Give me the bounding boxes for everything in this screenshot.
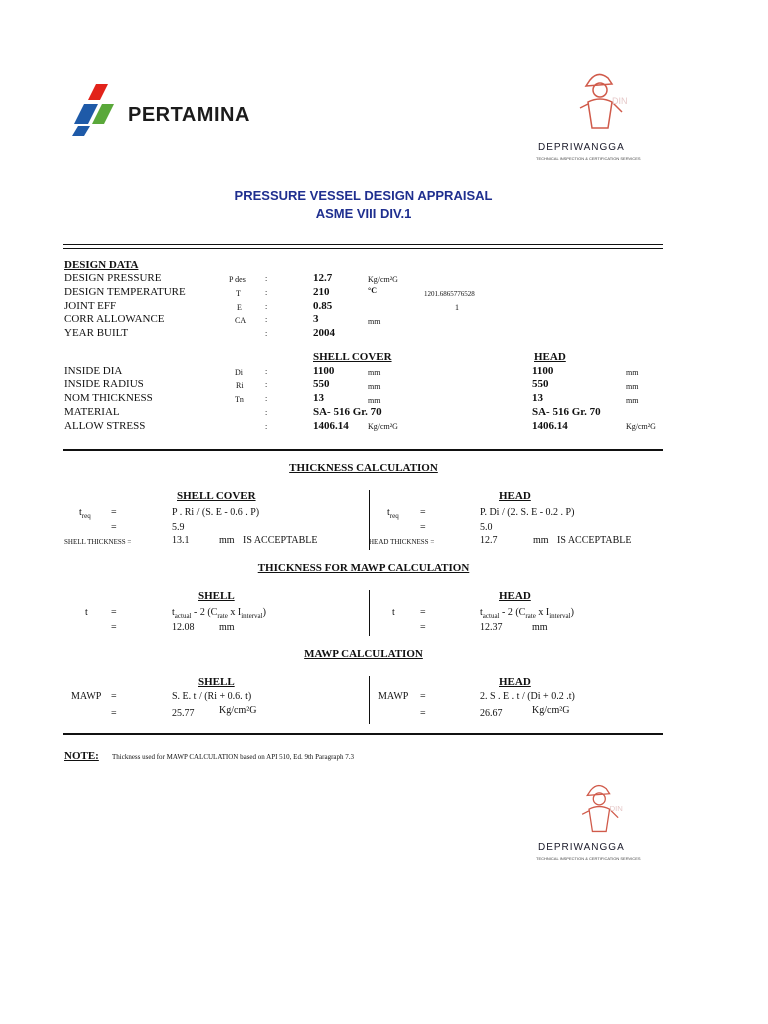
- shell-thickness-label: SHELL THICKNESS =: [64, 538, 132, 546]
- inside-radius-label: INSIDE RADIUS: [64, 378, 144, 390]
- colon: :: [265, 315, 268, 324]
- allow-stress-head: 1406.14: [532, 420, 568, 432]
- shell-t: t: [85, 607, 88, 618]
- mawp-thickness-title: THICKNESS FOR MAWP CALCULATION: [257, 562, 470, 574]
- shell-mawp-result: 25.77: [172, 708, 195, 719]
- allow-stress-shell: 1406.14: [313, 420, 349, 432]
- head-mawp-formula: 2. S . E . t / (Di + 0.2 .t): [480, 691, 575, 702]
- head-t: t: [392, 607, 395, 618]
- svg-text:DIN: DIN: [612, 96, 628, 106]
- shell-t-eq: =: [111, 607, 117, 618]
- corr-allowance-label: CORR ALLOWANCE: [64, 313, 165, 325]
- shell-thickness-unit: mm: [219, 535, 235, 546]
- shell-mawp-label: MAWP: [71, 691, 102, 702]
- inspector-figure-icon: [560, 780, 630, 840]
- head-treq-result: 5.0: [480, 522, 493, 533]
- shell-mawp-eq-2: =: [111, 708, 117, 719]
- corr-allowance-value: 3: [313, 313, 319, 325]
- inside-dia-head-unit: mm: [626, 368, 639, 377]
- inside-radius-shell-unit: mm: [368, 382, 381, 391]
- colon: :: [265, 274, 268, 283]
- pertamina-logo: [70, 84, 250, 138]
- head-t-formula: $t_{actual} - 2$ ($C_{rate}$ x $I_{interval}$): [480, 607, 574, 620]
- head-formula: P. Di / (2. S. E - 0.2 . P): [480, 507, 575, 518]
- shell-cover-header: SHELL COVER: [313, 351, 392, 363]
- year-built-label: YEAR BUILT: [64, 327, 129, 339]
- inside-dia-shell: 1100: [313, 365, 335, 377]
- head-thickness-unit: mm: [533, 535, 549, 546]
- divider: [63, 244, 663, 245]
- note-text: Thickness used for MAWP CALCULATION based on API 510, Ed. 9th Paragraph 7.3: [112, 753, 355, 761]
- inside-dia-label: INSIDE DIA: [64, 365, 123, 377]
- head-t-eq-2: =: [420, 622, 426, 633]
- inside-radius-head: 550: [532, 378, 549, 390]
- colon: :: [265, 329, 268, 338]
- head-treq: $t_{req}$: [387, 507, 399, 520]
- shell-t-result: 12.08: [172, 622, 195, 633]
- design-temperature-extra: 1201.6865776528: [424, 290, 475, 298]
- pertamina-wordmark: PERTAMINA: [128, 104, 250, 126]
- shell-t-eq-2: =: [111, 622, 117, 633]
- nom-thickness-shell: 13: [313, 392, 324, 404]
- design-temperature-unit: °C: [368, 286, 377, 295]
- shell-thickness-status: IS ACCEPTABLE: [243, 535, 318, 546]
- shell-mawp-unit: Kg/cm²G: [219, 705, 257, 716]
- mawp-title: MAWP CALCULATION: [304, 648, 423, 660]
- depriwangga-wordmark: DEPRIWANGGA: [538, 842, 625, 853]
- design-data-header: DESIGN DATA: [64, 259, 139, 271]
- head-mawp-label: MAWP: [378, 691, 409, 702]
- depriwangga-logo-top: [532, 68, 662, 168]
- colon: :: [265, 380, 268, 389]
- thickness-head-header: HEAD: [499, 490, 531, 502]
- pertamina-logo-icon: [70, 84, 126, 138]
- shell-eq: =: [111, 507, 117, 518]
- page-title: PRESSURE VESSEL DESIGN APPRAISAL: [234, 188, 493, 203]
- head-t-result: 12.37: [480, 622, 503, 633]
- shell-t-unit: mm: [219, 622, 235, 633]
- shell-mawp-eq: =: [111, 691, 117, 702]
- head-eq-2: =: [420, 522, 426, 533]
- design-temperature-value: 210: [313, 286, 330, 298]
- design-temperature-symbol: T: [236, 289, 241, 298]
- joint-eff-value: 0.85: [313, 300, 333, 312]
- colon: :: [265, 394, 268, 403]
- design-temperature-label: DESIGN TEMPERATURE: [64, 286, 186, 298]
- inside-radius-head-unit: mm: [626, 382, 639, 391]
- design-pressure-label: DESIGN PRESSURE: [64, 272, 162, 284]
- inside-dia-shell-unit: mm: [368, 368, 381, 377]
- svg-text:DIN: DIN: [609, 803, 623, 813]
- material-label: MATERIAL: [64, 406, 120, 418]
- head-header: HEAD: [534, 351, 566, 363]
- head-t-unit: mm: [532, 622, 548, 633]
- depriwangga-logo-bottom: [532, 780, 662, 864]
- page-subtitle: ASME VIII DIV.1: [315, 206, 412, 221]
- design-pressure-symbol: P des: [229, 275, 246, 284]
- design-pressure-value: 12.7: [313, 272, 333, 284]
- joint-eff-label: JOINT EFF: [64, 300, 117, 312]
- inside-dia-head: 1100: [532, 365, 554, 377]
- colon: :: [265, 408, 268, 417]
- depriwangga-wordmark: DEPRIWANGGA: [538, 142, 625, 153]
- shell-mawp-formula: S. E. t / (Ri + 0.6. t): [172, 691, 252, 702]
- thickness-title: THICKNESS CALCULATION: [289, 462, 438, 474]
- note-label: NOTE:: [64, 750, 99, 762]
- column-divider: [369, 676, 370, 724]
- shell-treq-result: 5.9: [172, 522, 185, 533]
- colon: :: [265, 367, 268, 376]
- design-pressure-unit: Kg/cm²G: [368, 275, 398, 284]
- inside-radius-symbol: Ri: [236, 381, 244, 390]
- nom-thickness-label: NOM THICKNESS: [64, 392, 153, 404]
- depriwangga-subtitle: TECHNICAL INSPECTION & CERTIFICATION SERVICES: [536, 156, 641, 161]
- material-shell: SA- 516 Gr. 70: [313, 406, 382, 418]
- divider: [63, 733, 663, 735]
- head-eq: =: [420, 507, 426, 518]
- head-mawp-result: 26.67: [480, 708, 503, 719]
- corr-allowance-unit: mm: [368, 317, 381, 326]
- shell-t-formula: $t_{actual} - 2$ ($C_{rate}$ x $I_{interval}$): [172, 607, 266, 620]
- inside-radius-shell: 550: [313, 378, 330, 390]
- head-thickness-value: 12.7: [480, 535, 498, 546]
- shell-treq: $t_{req}$: [79, 507, 91, 520]
- shell-thickness-value: 13.1: [172, 535, 190, 546]
- allow-stress-label: ALLOW STRESS: [64, 420, 146, 432]
- year-built-value: 2004: [313, 327, 335, 339]
- head-mawp-unit: Kg/cm²G: [532, 705, 570, 716]
- inside-dia-symbol: Di: [235, 368, 243, 377]
- shell-formula: P . Ri / (S. E - 0.6 . P): [172, 507, 260, 518]
- mawp-thk-shell-header: SHELL: [198, 590, 235, 602]
- head-thickness-label: HEAD THICKNESS =: [369, 538, 435, 546]
- nom-thickness-head: 13: [532, 392, 543, 404]
- mawp-thk-head-header: HEAD: [499, 590, 531, 602]
- nom-thickness-symbol: Tn: [235, 395, 244, 404]
- divider: [63, 449, 663, 451]
- nom-thickness-shell-unit: mm: [368, 396, 381, 405]
- mawp-shell-header: SHELL: [198, 676, 235, 688]
- colon: :: [265, 302, 268, 311]
- inspector-figure-icon: [560, 68, 630, 138]
- column-divider: [369, 590, 370, 636]
- corr-allowance-symbol: CA: [235, 316, 247, 325]
- head-mawp-eq-2: =: [420, 708, 426, 719]
- allow-stress-shell-unit: Kg/cm²G: [368, 422, 398, 431]
- thickness-shell-header: SHELL COVER: [177, 490, 256, 502]
- head-thickness-status: IS ACCEPTABLE: [557, 535, 632, 546]
- joint-eff-symbol: E: [237, 303, 242, 312]
- head-mawp-eq: =: [420, 691, 426, 702]
- shell-eq-2: =: [111, 522, 117, 533]
- joint-eff-extra: 1: [455, 303, 459, 312]
- divider: [63, 248, 663, 249]
- nom-thickness-head-unit: mm: [626, 396, 639, 405]
- material-head: SA- 516 Gr. 70: [532, 406, 601, 418]
- depriwangga-subtitle: TECHNICAL INSPECTION & CERTIFICATION SERVICES: [536, 856, 641, 861]
- colon: :: [265, 422, 268, 431]
- colon: :: [265, 288, 268, 297]
- mawp-head-header: HEAD: [499, 676, 531, 688]
- allow-stress-head-unit: Kg/cm²G: [626, 422, 656, 431]
- head-t-eq: =: [420, 607, 426, 618]
